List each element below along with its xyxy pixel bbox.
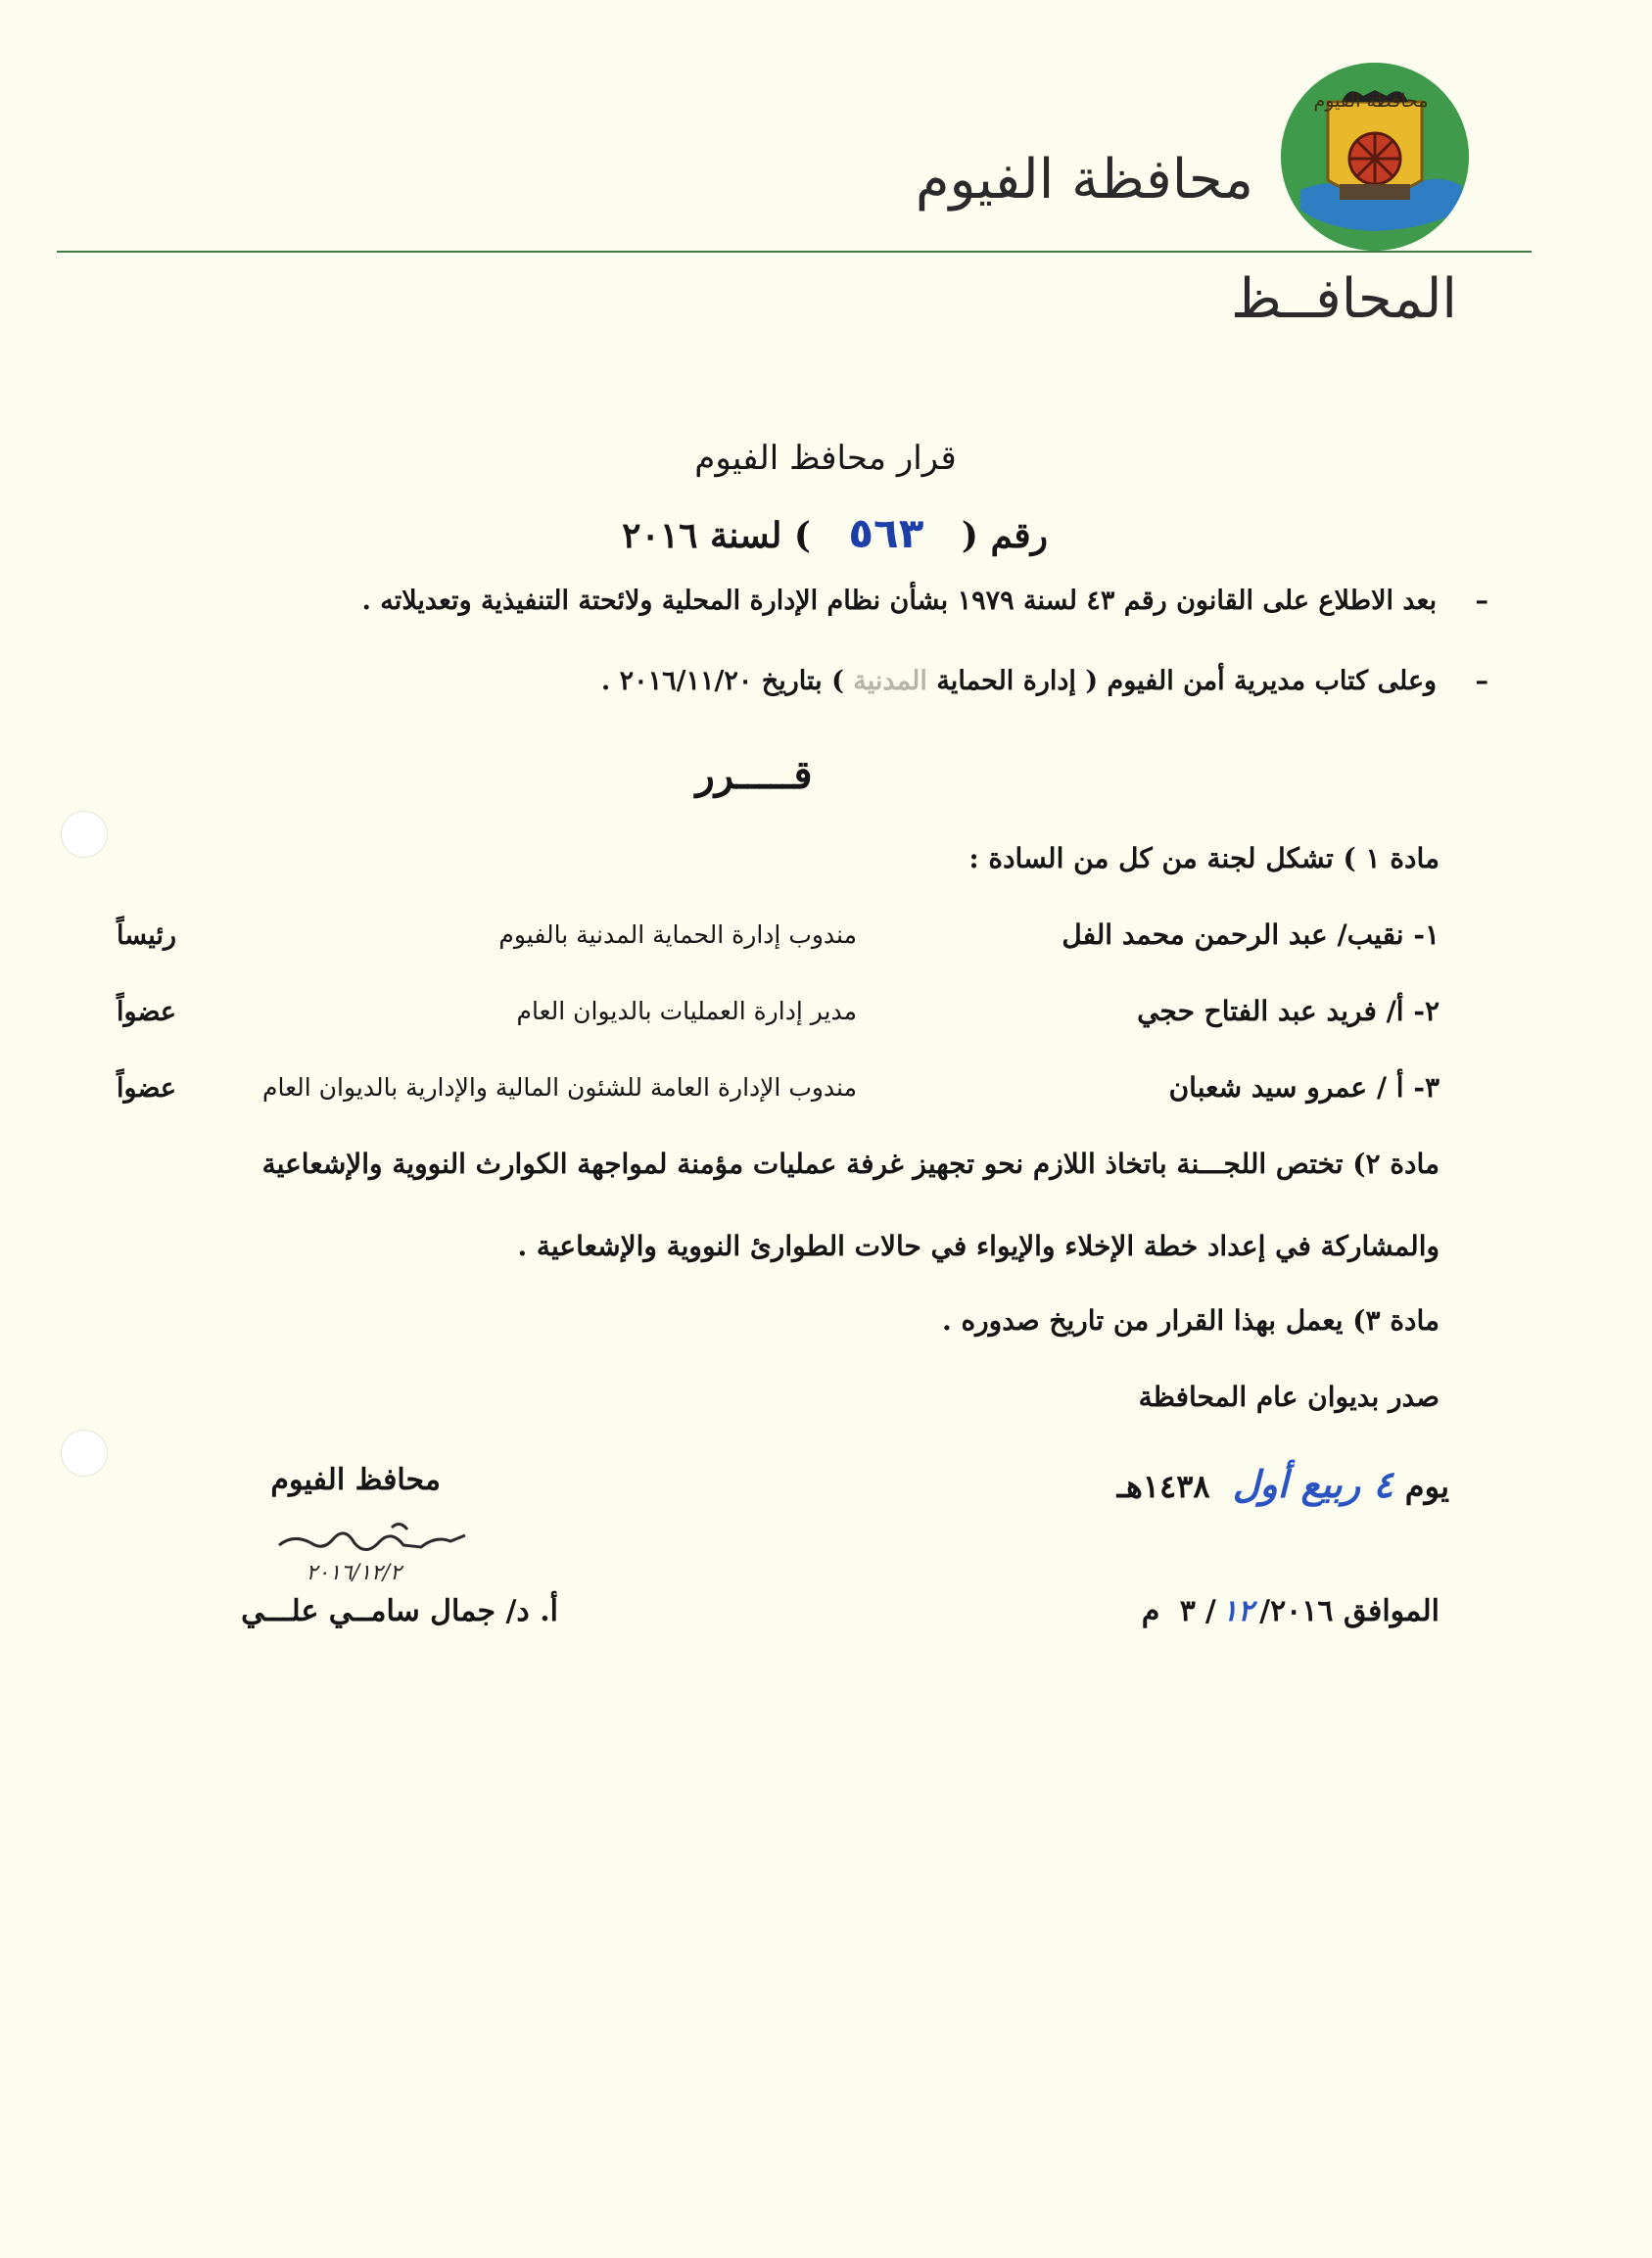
signatory-name: أ. د/ جمال سامــي علـــي — [241, 1594, 558, 1628]
bullet-dash: – — [1475, 666, 1488, 696]
preamble-line-2-after: ) بتاريخ ٢٠١٦/١١/٢٠ . — [600, 666, 844, 696]
punch-hole-top — [61, 811, 108, 858]
member-2-name: ٢- أ/ فريد عبد الفتاح حجي — [1137, 995, 1440, 1027]
gregorian-year: /٢٠١٦ م — [1141, 1594, 1334, 1628]
preamble-line-2-faded: المدنية — [853, 666, 927, 696]
handwritten-signature — [274, 1516, 470, 1565]
member-3-name: ٣- أ / عمرو سيد شعبان — [1168, 1071, 1440, 1104]
preamble-line-1-text: بعد الاطلاع على القانون رقم ٤٣ لسنة ١٩٧٩ بشأن نظام الإدارة المحلية ولائحتة التنفيذية وتعديلاته . — [361, 586, 1438, 616]
hijri-date-line — [1058, 1463, 1449, 1508]
article-2-line-2: والمشاركة في إعداد خطة الإخلاء والإيواء في حالات الطوارئ النووية والإشعاعية . — [517, 1230, 1440, 1262]
decision-heading: قرار محافظ الفيوم — [694, 439, 957, 478]
article-3-text: مادة ٣) يعمل بهذا القرار من تاريخ صدوره . — [941, 1304, 1440, 1337]
preamble-line-2 — [460, 666, 1488, 697]
bullet-dash: – — [1475, 586, 1488, 616]
decided-title: قـــــرر — [695, 752, 813, 798]
preamble-line-2-before: وعلى كتاب مديرية أمن الفيوم ( إدارة الحماية — [936, 666, 1438, 696]
member-2-position: مدير إدارة العمليات بالديوان العام — [516, 997, 857, 1025]
article-1-text: مادة ١ ) تشكل لجنة من كل من السادة : — [968, 842, 1440, 874]
decision-number-prefix: رقم ( — [961, 515, 1048, 556]
gregorian-date-line: الموافق ٣ / ١٢/٢٠١٦ م — [1141, 1594, 1440, 1628]
preamble-line-1 — [204, 586, 1488, 617]
decision-number-line — [548, 509, 1048, 558]
gregorian-day: ٣ — [1179, 1594, 1196, 1628]
member-2-role: عضواً — [117, 997, 176, 1027]
issued-text: صدر بديوان عام المحافظة — [1138, 1381, 1440, 1413]
logo-text: محافظة الفيوم — [1313, 90, 1429, 112]
punch-hole-bottom — [61, 1430, 108, 1477]
hijri-year: ١٤٣٨هـ — [1116, 1468, 1210, 1505]
signatory-title: محافظ الفيوم — [270, 1463, 441, 1497]
article-2-line-1: مادة ٢) تختص اللجـــنة باتخاذ اللازم نحو تجهيز غرفة عمليات مؤمنة لمواجهة الكوارث النووية والإشعاعية — [261, 1148, 1440, 1180]
member-3-role: عضواً — [117, 1073, 176, 1104]
member-3-position: مندوب الإدارة العامة للشئون المالية والإدارية بالديوان العام — [262, 1073, 857, 1102]
decision-number: ٥٦٣ — [848, 509, 924, 557]
gregorian-prefix: الموافق — [1343, 1594, 1440, 1628]
member-1-position: مندوب إدارة الحماية المدنية بالفيوم — [498, 920, 857, 949]
member-1-role: رئيساً — [116, 920, 176, 951]
organization-name: محافظة الفيوم — [915, 148, 1253, 212]
office-title: المحافــظ — [1231, 267, 1457, 331]
header-divider — [57, 251, 1532, 253]
hijri-handwritten-day-month: ٤ ربيع أول — [1232, 1463, 1393, 1506]
member-1-name: ١- نقيب/ عبد الرحمن محمد الفل — [1062, 918, 1440, 951]
hijri-prefix: يوم — [1404, 1468, 1449, 1505]
gregorian-month-handwritten: ١٢ — [1221, 1594, 1254, 1628]
signature-handwritten-date: ٢٠١٦/١٢/٢ — [306, 1561, 401, 1585]
decision-year: ) لسنة ٢٠١٦ — [622, 515, 811, 556]
